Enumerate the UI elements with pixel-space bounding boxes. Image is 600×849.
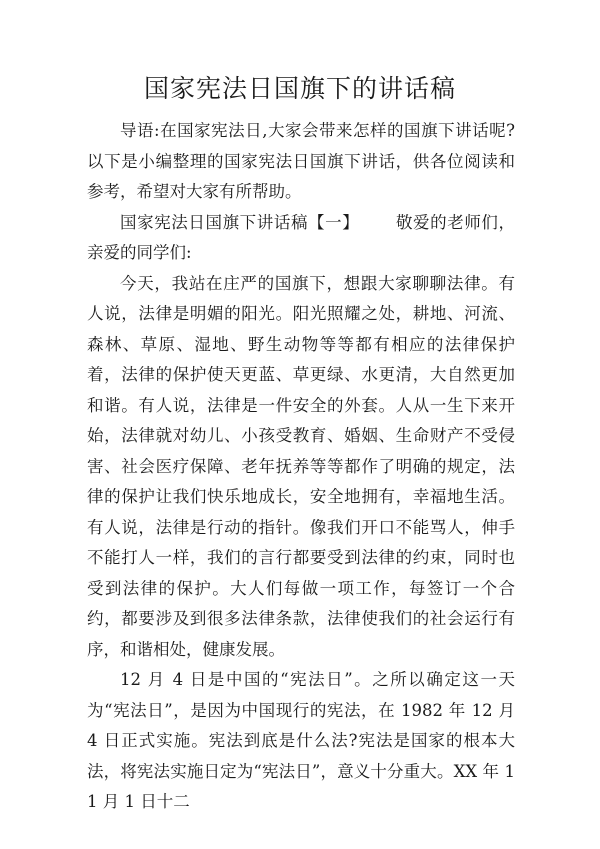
section-heading-paragraph — [87, 208, 515, 269]
section-heading: 国家宪法日国旗下讲话稿【一】 — [120, 212, 360, 232]
body-paragraph-1: 今天，我站在庄严的国旗下，想跟大家聊聊法律。有人说，法律是明媚的阳光。阳光照耀之处，耕地、河流、森林、草原、湿地、野生动物等等都有相应的法律保护着，法律的保护使天更蓝、草更绿、水更清，大自然更加和谐。有人说，法律是一件安全的外套。人从一生下来开始，法律就对幼儿、小孩受教育、婚姻、生命财产不受侵害、社会医疗保障、老年抚养等等都作了明确的规定，法律的保护让我们快乐地成长，安全地拥有，幸福地生活。有人说，法律是行动的指针。像我们开口不能骂人，伸手不能打人一样，我们的言行都要受到法律的约束，同时也受到法律的保护。大人们每做一项工作，每签订一个合约，都要涉及到很多法律条款，法律使我们的社会运行有序，和谐相处，健康发展。 — [87, 273, 515, 659]
greeting: 敬爱的老师们，亲爱的同学们: — [87, 212, 516, 262]
intro-paragraph: 导语:在国家宪法日,大家会带来怎样的国旗下讲话呢?以下是小编整理的国家宪法日国旗下讲话，供各位阅读和参考，希望对大家有所帮助。 — [87, 121, 515, 201]
document-title: 国家宪法日国旗下的讲话稿 — [143, 74, 456, 103]
body-paragraph-2: 12 月 4 日是中国的“宪法日”。之所以确定这一天为“宪法日”，是因为中国现行的宪法，在 1982 年 12 月 4 日正式实施。宪法到底是什么法?宪法是国家的根本大法，将宪法实施日定为“宪法日”，意义十分重大。XX 年 11 月 1 日十二 — [87, 670, 515, 811]
document-body — [87, 116, 515, 818]
